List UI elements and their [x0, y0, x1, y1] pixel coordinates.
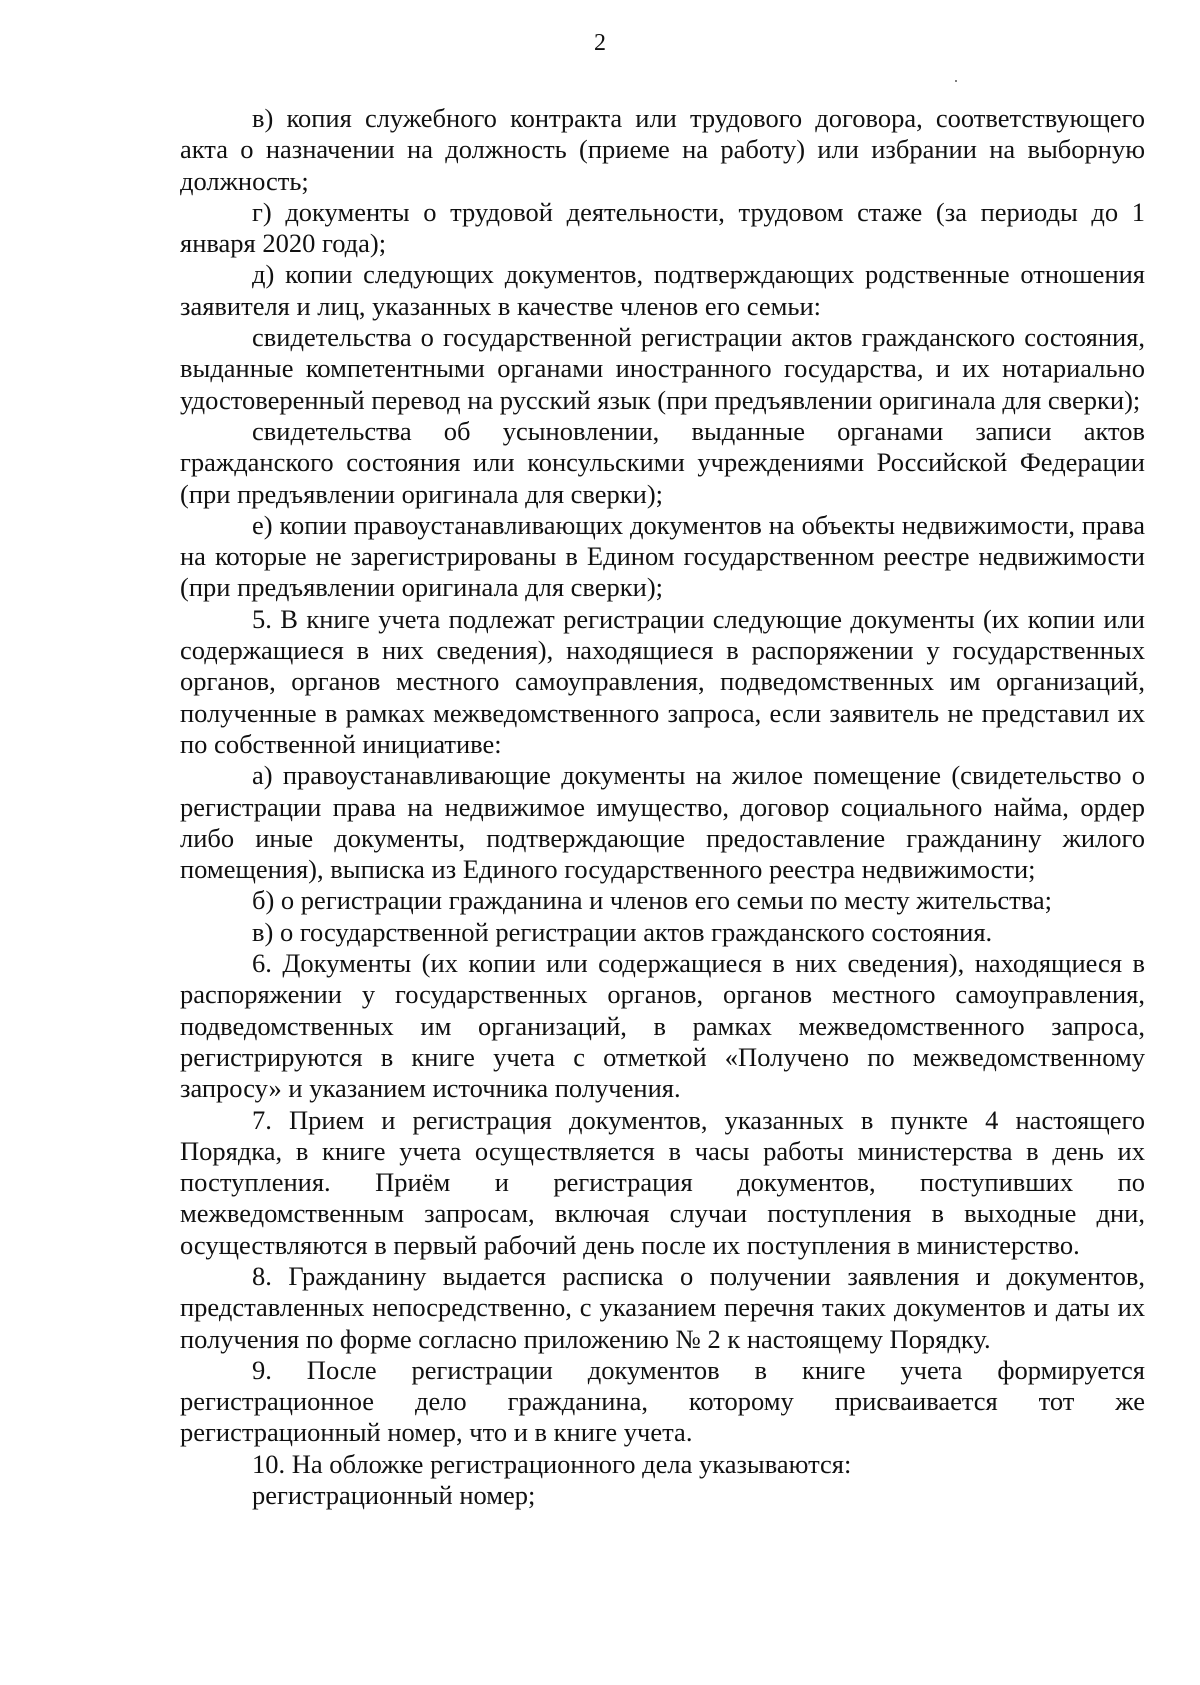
- paragraph-clause-9: 9. После регистрации документов в книге учета формируется регистрационное дело гражданина, которому присваивается тот же регистрационный номер, что и в книге учета.: [180, 1354, 1145, 1448]
- paragraph-clause-5: 5. В книге учета подлежат регистрации следующие документы (их копии или содержащиеся в них сведения), находящиеся в распоряжении у государственных органов, органов местного самоуправления, подведомственных им организаций, полученные в рамках межведомственного запроса, если заявитель не представил их по собственной инициативе:: [180, 603, 1145, 759]
- page-number: 2: [594, 30, 606, 56]
- paragraph-adoption-certificates: свидетельства об усыновлении, выданные органами записи актов гражданского состояния или консульскими учреждениями Российской Федерации (при предъявлении оригинала для сверки);: [180, 415, 1145, 509]
- paragraph-clause-6: 6. Документы (их копии или содержащиеся в них сведения), находящиеся в распоряжении у государственных органов, органов местного самоуправления, подведомственных им организаций, в рамках межведомственного запроса, регистрируются в книге учета с отметкой «Получено по межведомственному запросу» и указанием источника получения.: [180, 948, 1145, 1104]
- paragraph-item-d: д) копии следующих документов, подтверждающих родственные отношения заявителя и лиц, указанных в качестве членов его семьи:: [180, 259, 1145, 321]
- paragraph-clause-8: 8. Гражданину выдается расписка о получении заявления и документов, представленных непосредственно, с указанием перечня таких документов и даты их получения по форме согласно приложению № 2 к настоящему Порядку.: [180, 1260, 1145, 1354]
- scan-speck: [955, 80, 957, 82]
- paragraph-clause-7: 7. Прием и регистрация документов, указанных в пункте 4 настоящего Порядка, в книге учета осуществляется в часы работы министерства в день их поступления. Приём и регистрация документов, поступивших по межведомственным запросам, включая случаи поступления в выходные дни, осуществляются в первый рабочий день после их поступления в министерство.: [180, 1104, 1145, 1260]
- paragraph-item-e: е) копии правоустанавливающих документов на объекты недвижимости, права на которые не зарегистрированы в Едином государственном реестре недвижимости (при предъявлении оригинала для сверки);: [180, 509, 1145, 603]
- paragraph-clause-10: 10. На обложке регистрационного дела указываются:: [252, 1448, 852, 1479]
- paragraph-clause-5-item-v: в) о государственной регистрации актов гражданского состояния.: [252, 916, 993, 947]
- paragraph-civil-status-certificates: свидетельства о государственной регистрации актов гражданского состояния, выданные компетентными органами иностранного государства, и их нотариально удостоверенный перевод на русский язык (при предъявлении оригинала для сверки);: [180, 322, 1145, 415]
- paragraph-clause-5-item-b: б) о регистрации гражданина и членов его семьи по месту жительства;: [252, 885, 1053, 916]
- paragraph-item-v: в) копия служебного контракта или трудового договора, соответствующего акта о назначении на должность (приеме на работу) или избрании на выборную должность;: [180, 103, 1145, 196]
- paragraph-clause-5-item-a: а) правоустанавливающие документы на жилое помещение (свидетельство о регистрации права на недвижимое имущество, договор социального найма, ордер либо иные документы, подтверждающие предоставление гражданину жилого помещения), выписка из Единого государственного реестра недвижимости;: [180, 760, 1145, 885]
- document-body: [180, 103, 1145, 1511]
- paragraph-item-g: г) документы о трудовой деятельности, трудовом стаже (за периоды до 1 января 2020 года);: [180, 196, 1145, 259]
- paragraph-registration-number: регистрационный номер;: [252, 1480, 536, 1511]
